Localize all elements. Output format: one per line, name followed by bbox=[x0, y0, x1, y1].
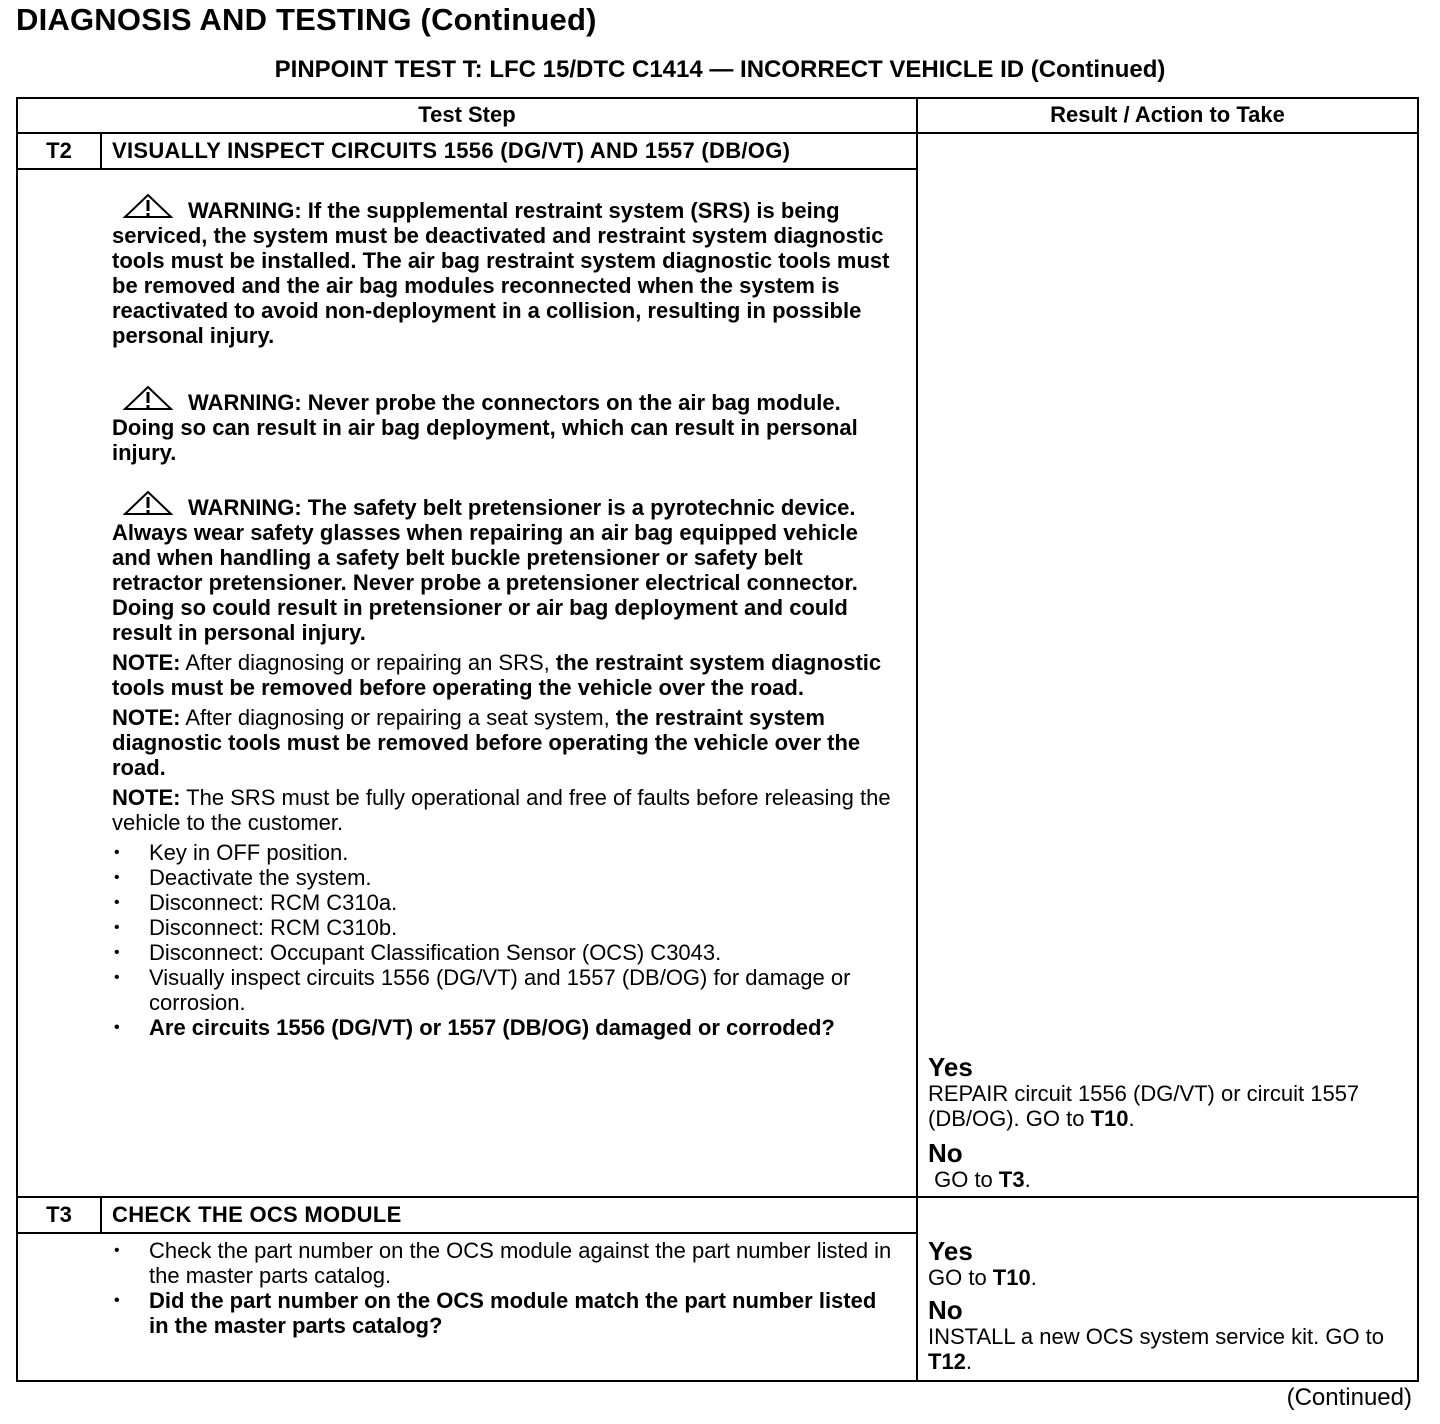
list-item: • Visually inspect circuits 1556 (DG/VT) and 1557 (DB/OG) for damage or corrosion. bbox=[112, 965, 892, 1015]
step-body-t3 bbox=[112, 1238, 892, 1338]
warning-triangle-icon bbox=[122, 192, 174, 220]
result-yes-text: REPAIR circuit 1556 (DG/VT) or circuit 1557 (DB/OG). GO to T10. bbox=[928, 1081, 1360, 1131]
result-no-label: No bbox=[928, 1138, 963, 1168]
list-item: • Disconnect: Occupant Classification Sensor (OCS) C3043. bbox=[112, 940, 892, 965]
result-yes-text: GO to T10. bbox=[928, 1265, 1037, 1290]
list-item: • Check the part number on the OCS module against the part number listed in the master parts catalog. bbox=[112, 1238, 892, 1288]
step-list-t3 bbox=[112, 1238, 892, 1338]
result-no-text: GO to T3. bbox=[928, 1167, 1031, 1192]
list-item: • Disconnect: RCM C310a. bbox=[112, 890, 892, 915]
step-id-t2: T2 bbox=[46, 138, 72, 163]
result-yes-label: Yes bbox=[928, 1052, 973, 1082]
result-t3 bbox=[928, 1237, 1398, 1374]
warning-3: WARNING: The safety belt pretensioner is a pyrotechnic device. Always wear safety glasses when repairing an air bag equipped vehicle and when handling a safety belt buckle pretensioner or safety belt retractor pretensioner. Never probe a pretensioner electrical connector. Doing so could result in pretensioner or air bag deployment and could result in personal injury. bbox=[112, 489, 892, 645]
list-item-question: • Are circuits 1556 (DG/VT) or 1557 (DB/OG) damaged or corroded? bbox=[112, 1015, 892, 1040]
list-item: • Key in OFF position. bbox=[112, 840, 892, 865]
list-item-question: • Did the part number on the OCS module match the part number listed in the master parts catalog? bbox=[112, 1288, 892, 1338]
result-no-label: No bbox=[928, 1295, 963, 1325]
warning-triangle-icon bbox=[122, 384, 174, 412]
warning-2: WARNING: Never probe the connectors on the air bag module. Doing so can result in air bag deployment, which can result in personal injury. bbox=[112, 384, 892, 465]
result-t2 bbox=[928, 1053, 1398, 1192]
note-1: NOTE: After diagnosing or repairing an SRS, the restraint system diagnostic tools must be removed before operating the vehicle over the road. bbox=[112, 650, 882, 700]
note-2: NOTE: After diagnosing or repairing a seat system, the restraint system diagnostic tools must be removed before operating the vehicle over the road. bbox=[112, 705, 861, 780]
page-title: DIAGNOSIS AND TESTING (Continued) bbox=[16, 2, 597, 37]
step-title-t2: VISUALLY INSPECT CIRCUITS 1556 (DG/VT) AND 1557 (DB/OG) bbox=[112, 138, 791, 163]
continued-label: (Continued) bbox=[1286, 1384, 1412, 1411]
pinpoint-test-title: PINPOINT TEST T: LFC 15/DTC C1414 — INCORRECT VEHICLE ID (Continued) bbox=[274, 56, 1166, 83]
step-body-t2 bbox=[112, 192, 892, 1040]
result-yes-label: Yes bbox=[928, 1236, 973, 1266]
step-id-t3: T3 bbox=[46, 1202, 72, 1227]
column-header-result: Result / Action to Take bbox=[1050, 102, 1285, 127]
note-3: NOTE: The SRS must be fully operational and free of faults before releasing the vehicle to the customer. bbox=[112, 785, 891, 835]
list-item: • Disconnect: RCM C310b. bbox=[112, 915, 892, 940]
list-item: • Deactivate the system. bbox=[112, 865, 892, 890]
warning-triangle-icon bbox=[122, 489, 174, 517]
step-list-t2 bbox=[112, 840, 892, 1040]
column-header-test-step: Test Step bbox=[418, 102, 516, 127]
result-no-text: INSTALL a new OCS system service kit. GO to T12. bbox=[928, 1324, 1385, 1374]
warning-1: WARNING: If the supplemental restraint system (SRS) is being serviced, the system must be deactivated and restraint system diagnostic tools must be installed. The air bag restraint system diagnostic tools must be removed and the air bag modules reconnected when the system is reactivated to avoid non-deployment in a collision, resulting in possible personal injury. bbox=[112, 192, 892, 348]
step-title-t3: CHECK THE OCS MODULE bbox=[112, 1202, 402, 1227]
